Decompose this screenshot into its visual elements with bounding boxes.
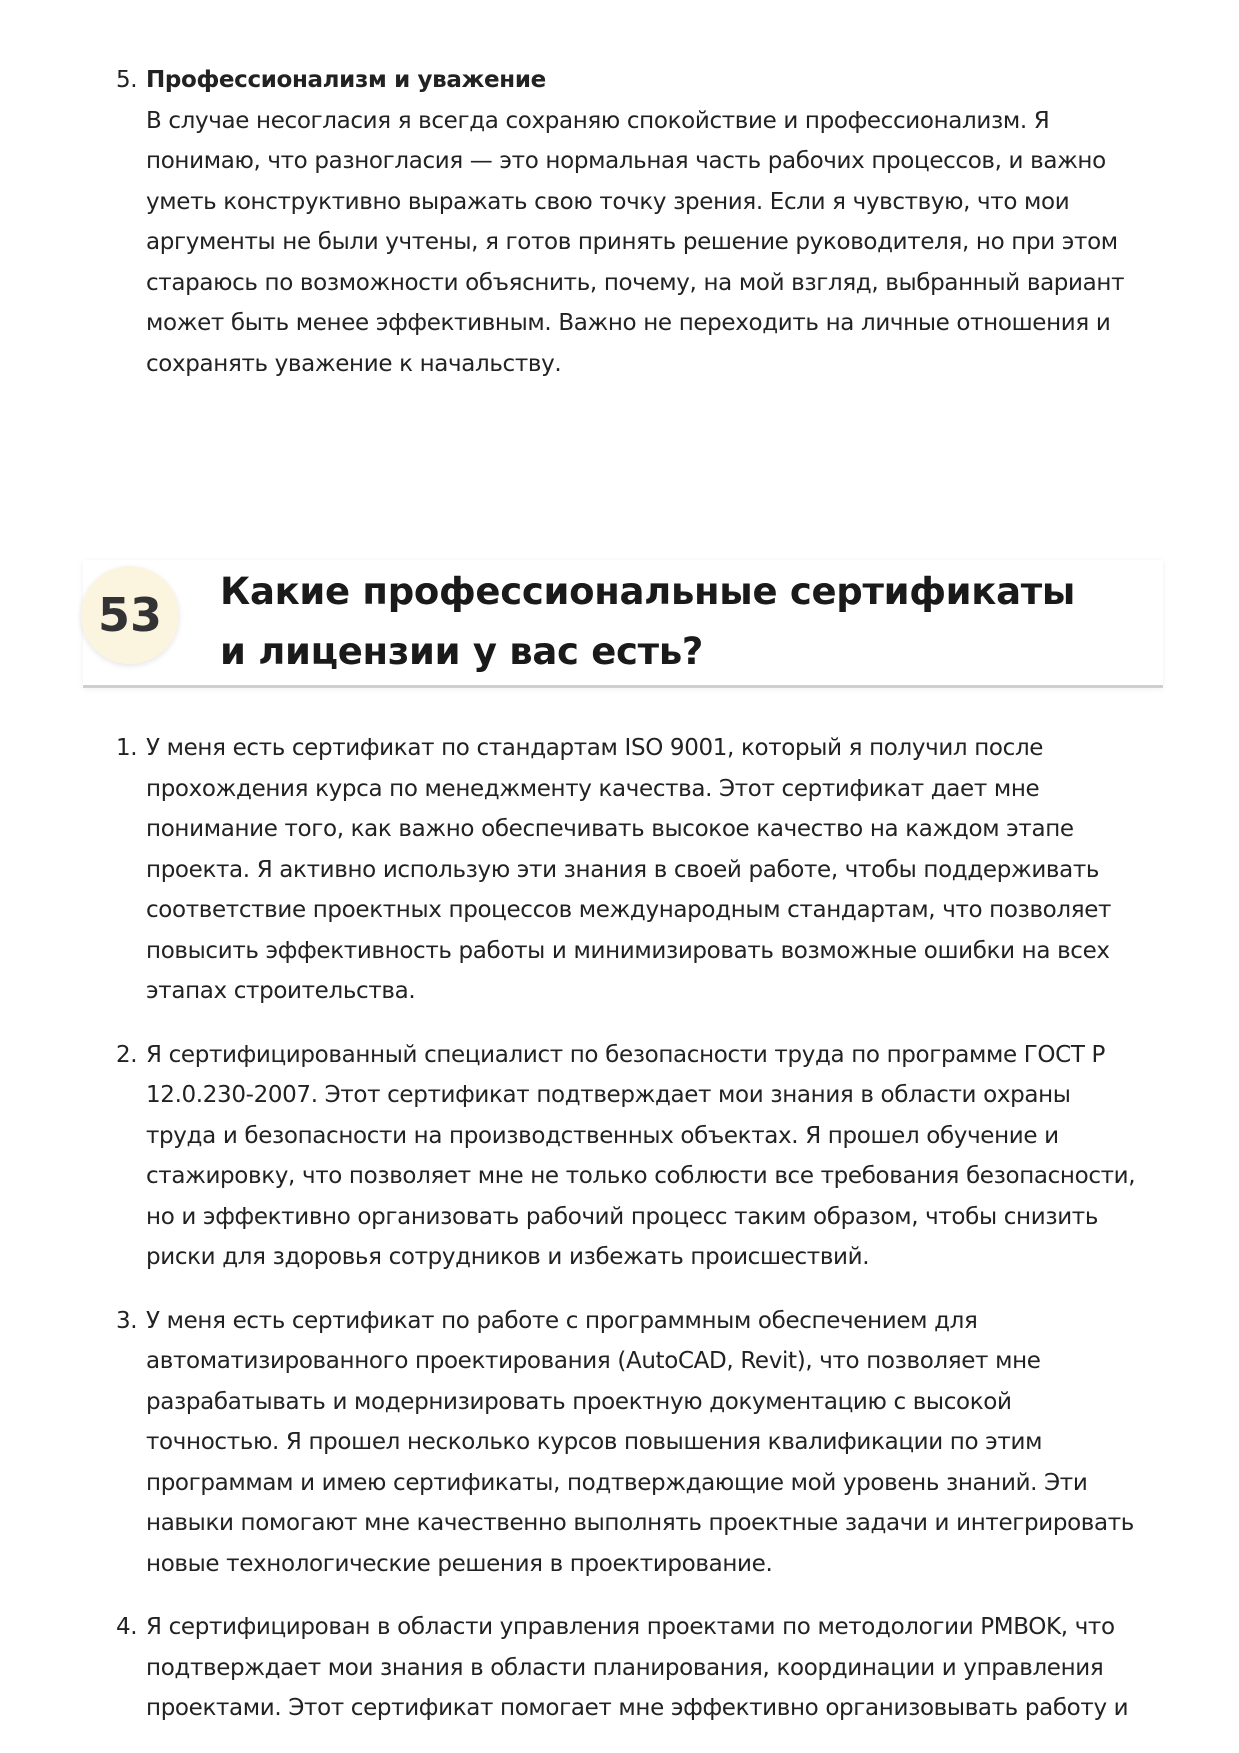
item-number: 4.: [116, 1614, 138, 1640]
item-text: Я сертифицирован в области управления проектами по методологии PMBOK, что подтверждает мои знания в области планирования, координации и управления проектами. Этот сертификат помогает мне эффективно организовывать работу и: [146, 1614, 1129, 1721]
item-text: У меня есть сертификат по стандартам ISO 9001, который я получил после прохождения курса по менеджменту качества. Этот сертификат дает мне понимание того, как важно обеспечивать высокое качество на каждом этапе проекта. Я активно использую эти знания в своей работе, чтобы поддерживать соответствие проектных процессов международным стандартам, что позволяет повысить эффективность работы и минимизировать возможные ошибки на всех этапах строительства.: [146, 735, 1112, 1004]
item-number: 2.: [116, 1041, 138, 1068]
item-number: 3.: [116, 1307, 138, 1334]
item-title: Профессионализм и уважение: [146, 67, 546, 93]
list-item: [0, 1607, 1146, 1729]
list-item: [0, 728, 1146, 1012]
question-heading: Какие профессиональные сертификаты и лицензии у вас есть?: [220, 570, 1076, 673]
item-text: У меня есть сертификат по работе с программным обеспечением для автоматизированного проектирования (AutoCAD, Revit), что позволяет мне разрабатывать и модернизировать проектную документацию с высокой точностью. Я прошел несколько курсов повышения квалификации по этим программам и имею сертификаты, подтверждающие мой уровень знаний. Эти навыки помогают мне качественно выполнять проектные задачи и интегрировать новые технологические решения в проектирование.: [146, 1307, 1134, 1577]
list-item: [0, 1301, 1146, 1585]
previous-answer-list: [0, 60, 1146, 384]
question-header: [83, 560, 1163, 688]
question-number-badge: 53: [81, 566, 179, 664]
item-text: В случае несогласия я всегда сохраняю спокойствие и профессионализм. Я понимаю, что разногласия — это нормальная часть рабочих процессов, и важно уметь конструктивно выражать свою точку зрения. Если я чувствую, что мои аргументы не были учтены, я готов принять решение руководителя, но при этом стараюсь по возможности объяснить, почему, на мой взгляд, выбранный вариант может быть менее эффективным. Важно не переходить на личные отношения и сохранять уважение к начальству.: [146, 107, 1125, 377]
item-text: Я сертифицированный специалист по безопасности труда по программе ГОСТ Р 12.0.230-2007. Этот сертификат подтверждает мои знания в области охраны труда и безопасности на производственных объектах. Я прошел обучение и стажировку, что позволяет мне не только соблюсти все требования безопасности, но и эффективно организовать рабочий процесс таким образом, чтобы снизить риски для здоровья сотрудников и избежать происшествий.: [146, 1041, 1136, 1270]
item-number: 1.: [116, 735, 138, 761]
item-number: 5.: [116, 67, 138, 93]
answer-list: [0, 728, 1146, 1752]
list-item: [0, 1035, 1146, 1278]
list-item: [0, 60, 1146, 384]
